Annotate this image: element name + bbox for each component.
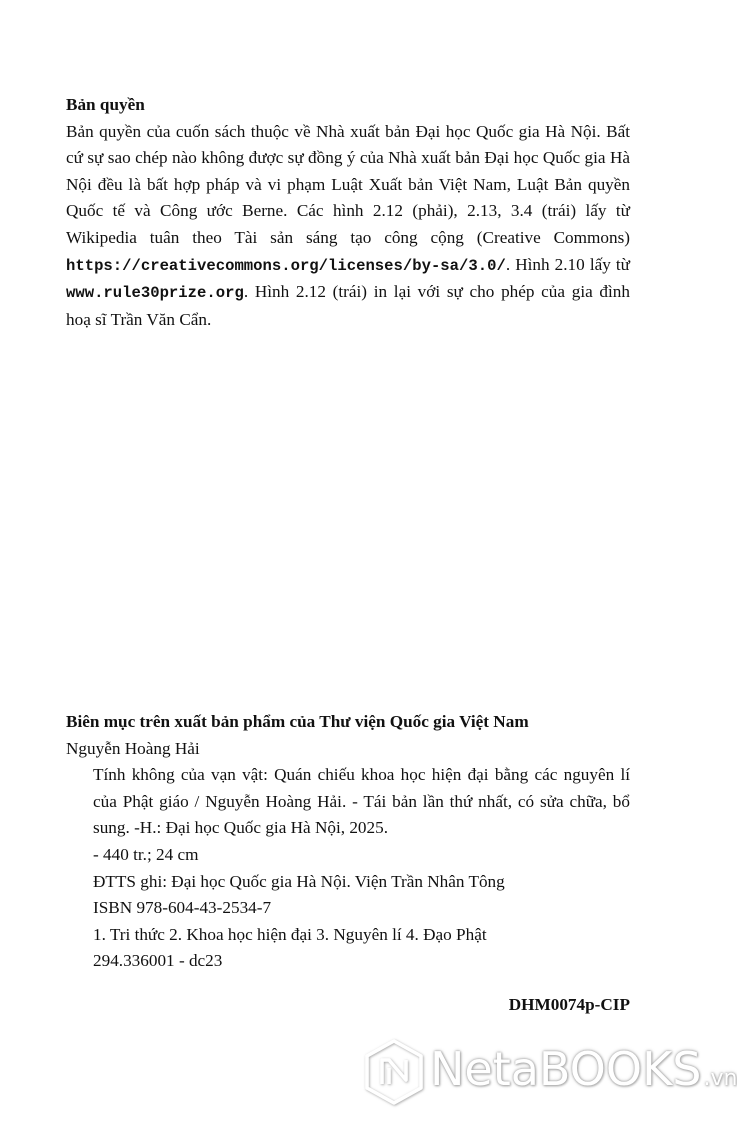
- cip-note: ĐTTS ghi: Đại học Quốc gia Hà Nội. Viện Trần Nhân Tông: [93, 871, 505, 891]
- copyright-text-3: . Hình 2.12 (trái) in lại với sự cho phép của gia đình hoạ sĩ Trần Văn Cẩn.: [66, 282, 630, 329]
- cip-code: DHM0074p-CIP: [508, 995, 630, 1014]
- cip-description: Tính không của vạn vật: Quán chiếu khoa học hiện đại bằng các nguyên lí của Phật giáo / Nguyễn Hoàng Hải. - Tái bản lần thứ nhất, có sửa chữa, bổ sung. -H.: Đại học Quốc gia Hà Nội, 2025.: [93, 765, 630, 838]
- site-url-link[interactable]: www.rule30prize.org: [66, 284, 244, 303]
- watermark-brand: NetaBOOKS: [430, 1042, 702, 1096]
- cip-classification: 294.336001 - dc23: [93, 951, 223, 971]
- copyright-text-2: . Hình 2.10 lấy từ: [505, 254, 630, 274]
- copyright-text-1: Bản quyền của cuốn sách thuộc về Nhà xuất bản Đại học Quốc gia Hà Nội. Bất cứ sự sao chép nào không được sự đồng ý của Nhà xuất bản Đại học Quốc gia Hà Nội đều là bất hợp pháp và vi phạm Luật Xuất bản Việt Nam, Luật Bản quyền Quốc tế và Công ước Berne. Các hình 2.12 (phải), 2.13, 3.4 (trái) lấy từ Wikipedia tuân theo Tài sản sáng tạo công cộng (Creative Commons): [66, 121, 630, 247]
- license-url-link[interactable]: https://creativecommons.org/licenses/by-sa/3.0/: [66, 256, 506, 275]
- cip-physical: - 440 tr.; 24 cm: [93, 844, 199, 864]
- cip-heading: Biên mục trên xuất bản phẩm của Thư viện Quốc gia Việt Nam: [66, 712, 529, 731]
- watermark-text: [430, 1042, 737, 1096]
- cip-code-wrapper: [66, 0, 630, 1121]
- cip-author: Nguyễn Hoàng Hải: [66, 738, 200, 758]
- watermark-suffix: .vn: [703, 1066, 737, 1091]
- netabooks-watermark: [362, 1036, 737, 1108]
- copyright-heading: Bản quyền: [66, 95, 145, 114]
- hexagon-n-logo-icon: [362, 1038, 426, 1106]
- cip-subjects: 1. Tri thức 2. Khoa học hiện đại 3. Nguyên lí 4. Đạo Phật: [93, 924, 487, 944]
- cip-isbn: ISBN 978-604-43-2534-7: [93, 898, 272, 918]
